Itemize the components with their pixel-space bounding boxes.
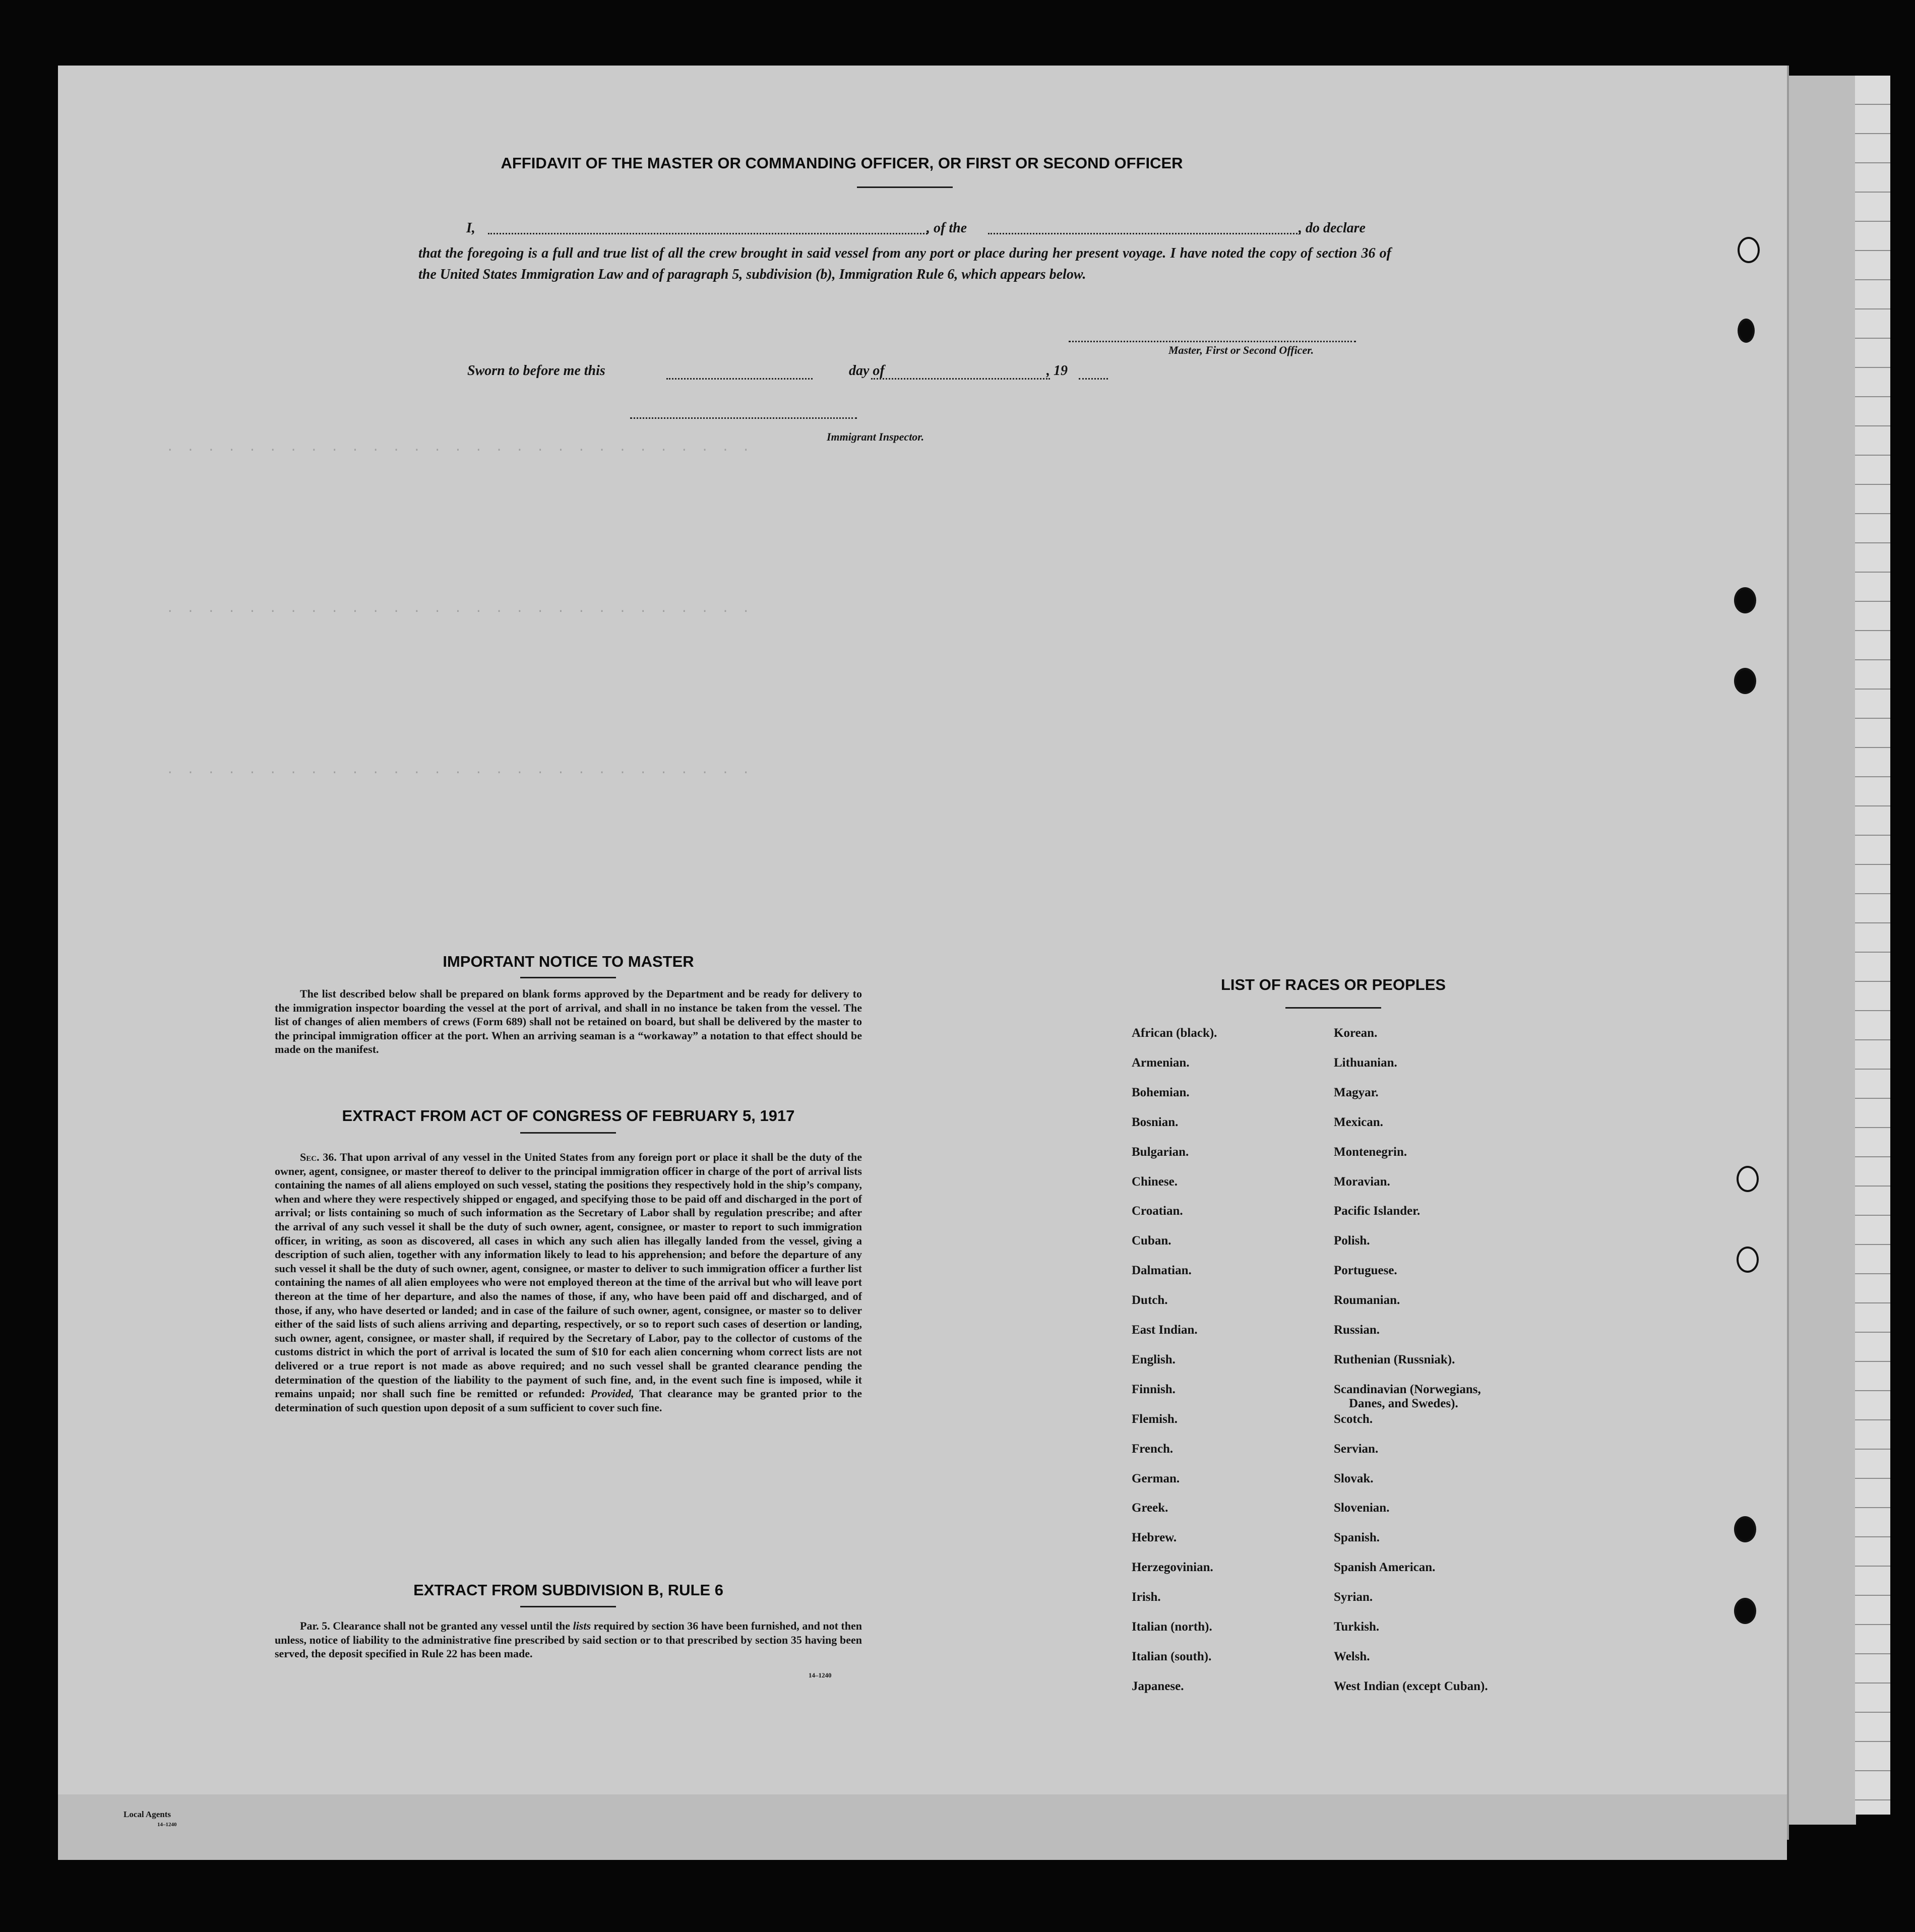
race-item: Finnish.	[1132, 1382, 1176, 1396]
race-item: Slovenian.	[1334, 1501, 1390, 1515]
race-item: Turkish.	[1334, 1620, 1380, 1634]
form-number: 14–1240	[809, 1671, 832, 1679]
act-body-text: That upon arrival of any vessel in the United States from any foreign port or place it shall be the duty of the owner, agent, consignee, or master thereof to deliver to the principal immigration officer in charge of the port of arrival lists containing the names of all aliens employed on such vessel, stating the positions they respectively hold in the ship’s company, when and where they were respectively shipped or engaged, and specifying those to be paid off and discharged in the port of arrival; or lists containing so much of such information as the Secretary of Labor shall by regulation prescribe; and after the arrival of any such vessel it shall be the duty of such owner, agent, consignee, or master to report to such immigration officer, in writing, as soon as discovered, all cases in which any such alien has illegally landed from the vessel, giving a description of such alien, together with any information likely to lead to his apprehension; and before the departure of any such vessel it shall be the duty of such owner, agent, consignee, or master to deliver to such immigration officer a further list containing the names of all alien employees who were not employed thereon at the time of the arrival but who will leave port thereon at the time of her departure, and also the names of those, if any, who have been paid off and discharged, and of those, if any, who have deserted or landed; and in case of the failure of such owner, agent, consignee, or master so to deliver either of the said lists of such aliens arriving and departing, respectively, or so to report such cases of desertion or landing, such owner, agent, consignee, or master shall, if required by the Secretary of Labor, pay to the collector of customs of the customs district in which the port of arrival is located the sum of $10 for each alien concerning whom correct lists are not delivered or a true report is not made as above required; and no such vessel shall be granted clearance pending the determination of the question of the liability to the payment of such fine, and, in the event such fine is imposed, while it remains unpaid; nor shall such fine be remitted or refunded:	[275, 1151, 862, 1400]
binder-hole-icon	[1738, 237, 1760, 263]
affidavit-body: that the foregoing is a full and true list of all the crew brought in said vessel from any port or place during her present voyage. I have noted the copy of section 36 of the United States Immigration Law and of paragraph 5, subdivision (b), Immigration Rule 6, which appears below.	[418, 245, 1391, 282]
race-item: Spanish American.	[1334, 1561, 1436, 1575]
race-item: French.	[1132, 1442, 1173, 1456]
sworn-date-field[interactable]	[666, 378, 813, 380]
ruled-card-edge	[1855, 76, 1890, 1815]
race-item: Dutch.	[1132, 1293, 1168, 1307]
rule-body	[275, 1619, 862, 1661]
act-provided-text: That clearance may be granted prior to the determination of such question upon deposit of a sum sufficient to cover such fine.	[275, 1387, 862, 1414]
act-title-rule	[520, 1132, 616, 1134]
binder-hole-icon	[1734, 668, 1756, 694]
race-item: Flemish.	[1132, 1412, 1178, 1426]
officer-name-field[interactable]	[488, 233, 928, 234]
sworn-year-field[interactable]	[1079, 378, 1108, 380]
sheet-bottom-strip	[58, 1794, 1787, 1860]
race-item: Portuguese.	[1334, 1264, 1397, 1278]
race-item: Syrian.	[1334, 1590, 1373, 1604]
race-item: Moravian.	[1334, 1174, 1390, 1189]
rule-title-rule	[520, 1606, 616, 1607]
races-title-rule	[1285, 1007, 1381, 1009]
race-item: Cuban.	[1132, 1234, 1171, 1248]
notice-title: IMPORTANT NOTICE TO MASTER	[443, 953, 694, 970]
notice-title-rule	[520, 977, 616, 978]
sworn-prefix: Sworn to before me this	[467, 363, 605, 379]
title-rule	[857, 186, 953, 188]
rule-body-text-a: Clearance shall not be granted any vessel until the	[333, 1619, 571, 1632]
race-item: Croatian.	[1132, 1204, 1183, 1218]
race-item: Bohemian.	[1132, 1085, 1190, 1099]
race-item: Herzegovinian.	[1132, 1561, 1213, 1575]
binder-hole-icon	[1734, 1598, 1756, 1624]
sworn-day-of: day of	[849, 363, 885, 379]
races-title: LIST OF RACES OR PEOPLES	[1220, 976, 1446, 993]
race-item: Polish.	[1334, 1234, 1370, 1248]
affidavit-declare: , do declare	[1299, 220, 1366, 236]
race-item: English.	[1132, 1352, 1176, 1366]
sworn-year: , 19	[1046, 363, 1068, 379]
race-item: Scotch.	[1334, 1412, 1373, 1426]
rule-title: EXTRACT FROM SUBDIVISION B, RULE 6	[413, 1581, 723, 1599]
binder-hole-icon	[1734, 1516, 1756, 1542]
race-item: Chinese.	[1132, 1174, 1178, 1189]
race-item: Mexican.	[1334, 1115, 1383, 1129]
agent-label: Local Agents	[123, 1810, 171, 1819]
race-item: Irish.	[1132, 1590, 1161, 1604]
race-item: Servian.	[1334, 1442, 1379, 1456]
race-item: Danes, and Swedes).	[1349, 1396, 1458, 1410]
act-body	[275, 1150, 862, 1414]
race-item: Japanese.	[1132, 1679, 1184, 1693]
race-item: African (black).	[1132, 1026, 1217, 1040]
race-item: Italian (north).	[1132, 1620, 1212, 1634]
race-item: West Indian (except Cuban).	[1334, 1679, 1488, 1693]
vessel-name-field[interactable]	[988, 233, 1301, 234]
binder-hole-icon	[1737, 1247, 1759, 1273]
rule-lists-word: lists	[573, 1619, 591, 1632]
race-item: Russian.	[1334, 1323, 1380, 1337]
race-item: Korean.	[1334, 1026, 1378, 1040]
affidavit-title: AFFIDAVIT OF THE MASTER OR COMMANDING OFFICER, OR FIRST OR SECOND OFFICER	[501, 154, 1183, 172]
binder-hole-icon	[1734, 587, 1756, 613]
inspector-signature-line[interactable]	[630, 417, 857, 419]
race-item: Bulgarian.	[1132, 1145, 1189, 1159]
binder-hole-icon	[1738, 319, 1755, 343]
race-item: Armenian.	[1132, 1055, 1190, 1070]
binder-hole-icon	[1737, 1166, 1759, 1192]
race-item: Roumanian.	[1334, 1293, 1400, 1307]
race-item: Scandinavian (Norwegians,	[1334, 1382, 1481, 1396]
race-item: German.	[1132, 1471, 1180, 1485]
race-item: Magyar.	[1334, 1085, 1379, 1099]
affidavit-i: I,	[466, 220, 475, 236]
master-label: Master, First or Second Officer.	[1168, 344, 1314, 356]
race-item: Ruthenian (Russniak).	[1334, 1352, 1455, 1366]
act-section-label: Sec. 36.	[300, 1151, 337, 1163]
race-item: Italian (south).	[1132, 1649, 1212, 1663]
race-item: Pacific Islander.	[1334, 1204, 1420, 1218]
race-item: Welsh.	[1334, 1649, 1370, 1663]
race-item: Montenegrin.	[1334, 1145, 1407, 1159]
notice-body: The list described below shall be prepared on blank forms approved by the Department and be ready for delivery to the immigration inspector boarding the vessel at the port of arrival, and shall in no instance be taken from the vessel. The list of changes of alien members of crews (Form 689) shall not be retained on board, but shall be delivered by the master to the principal immigration officer at the port. When an arriving seaman is a “workaway” a notation to that effect should be made on the manifest.	[275, 987, 862, 1056]
inspector-label: Immigrant Inspector.	[827, 430, 924, 443]
race-item: Spanish.	[1334, 1531, 1380, 1545]
rule-body-text-b: required by section 36 have been furnished, and not then unless, notice of liability to the administrative fine prescribed by said section or to that prescribed by section 35 having been served, the deposit specified in Rule 22 has been made.	[275, 1619, 862, 1660]
race-item: Bosnian.	[1132, 1115, 1179, 1129]
race-item: Slovak.	[1334, 1471, 1374, 1485]
race-item: East Indian.	[1132, 1323, 1198, 1337]
rule-par-label: Par. 5.	[300, 1619, 330, 1632]
race-item: Greek.	[1132, 1501, 1168, 1515]
act-title: EXTRACT FROM ACT OF CONGRESS OF FEBRUARY 5, 1917	[342, 1107, 795, 1125]
master-signature-line[interactable]	[1069, 341, 1356, 342]
sworn-month-field[interactable]	[871, 378, 1050, 380]
race-item: Hebrew.	[1132, 1531, 1177, 1545]
agent-form-number: 14–1240	[157, 1822, 177, 1828]
race-item: Lithuanian.	[1334, 1055, 1397, 1070]
race-item: Dalmatian.	[1132, 1264, 1192, 1278]
affidavit-of-the: , of the	[926, 220, 967, 236]
act-provided-label: Provided,	[590, 1387, 634, 1400]
